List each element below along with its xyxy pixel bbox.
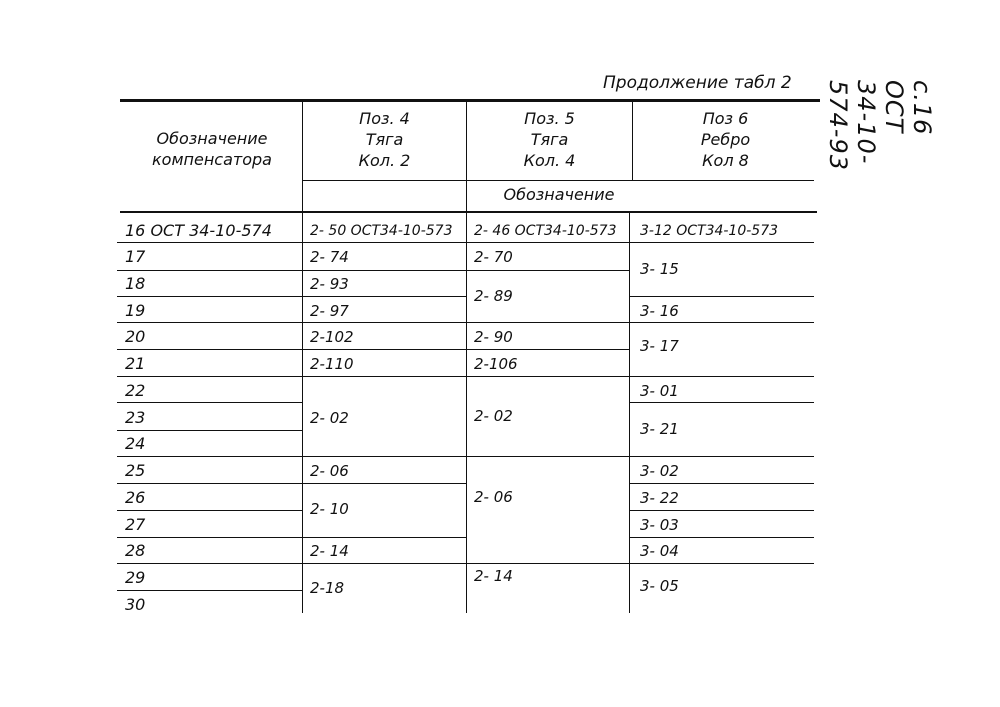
compensator-26: 26 <box>125 488 146 507</box>
pos6-value: 3- 16 <box>640 302 679 320</box>
compensator-23: 23 <box>125 408 146 427</box>
pos4-value: 2- 06 <box>310 462 349 480</box>
pos4-value: 2-18 <box>310 579 345 597</box>
header-compensator-designation: Обозначение компенсатора <box>152 129 272 169</box>
pos6-value: 3- 02 <box>640 462 679 480</box>
pos4-value: 2- 50 ОСТ34-10-573 <box>310 223 453 239</box>
pos5-value: 2- 89 <box>474 287 513 305</box>
compensator-21: 21 <box>125 354 146 373</box>
pos4-value: 2- 74 <box>310 248 349 266</box>
pos5-value: 2- 46 ОСТ34-10-573 <box>474 223 617 239</box>
compensator-17: 17 <box>125 247 146 266</box>
pos6-value: 3- 01 <box>640 382 679 400</box>
compensator-18: 18 <box>125 274 146 293</box>
header-pos4-rod: Поз. 4 Тяга Кол. 2 <box>358 109 411 170</box>
pos5-value: 2- 70 <box>474 248 513 266</box>
compensator-19: 19 <box>125 301 146 320</box>
compensator-24: 24 <box>125 434 146 453</box>
compensator-22: 22 <box>125 381 146 400</box>
pos6-value: 3- 17 <box>640 337 679 355</box>
document-code-vertical: с.16 ОСТ 34-10-574-93 <box>824 80 936 172</box>
pos4-value: 2-102 <box>310 328 354 346</box>
pos6-value: 3- 15 <box>640 260 679 278</box>
compensator-27: 27 <box>125 515 146 534</box>
pos5-value: 2-106 <box>474 355 518 373</box>
compensator-25: 25 <box>125 461 146 480</box>
pos6-value: 3- 04 <box>640 542 679 560</box>
compensator-28: 28 <box>125 541 146 560</box>
pos6-value: 3- 05 <box>640 577 679 595</box>
pos5-value: 2- 14 <box>474 567 513 585</box>
compensator-16: 16 ОСТ 34-10-574 <box>125 221 272 240</box>
pos4-value: 2-110 <box>310 355 354 373</box>
pos6-value: 3- 03 <box>640 516 679 534</box>
pos6-value: 3-12 ОСТ34-10-573 <box>640 223 779 239</box>
compensator-30: 30 <box>125 595 146 614</box>
pos5-value: 2- 02 <box>474 407 513 425</box>
pos6-value: 3- 22 <box>640 489 679 507</box>
pos4-value: 2- 14 <box>310 542 349 560</box>
compensator-20: 20 <box>125 327 146 346</box>
pos4-value: 2- 02 <box>310 409 349 427</box>
header-pos5-rod: Поз. 5 Тяга Кол. 4 <box>523 109 576 170</box>
pos4-value: 2- 10 <box>310 500 349 518</box>
pos5-value: 2- 90 <box>474 328 513 346</box>
pos4-value: 2- 97 <box>310 302 349 320</box>
pos6-value: 3- 21 <box>640 420 679 438</box>
compensator-29: 29 <box>125 568 146 587</box>
header-designation-subheader: Обозначение <box>503 185 615 204</box>
pos5-value: 2- 06 <box>474 488 513 506</box>
table-continuation-caption: Продолжение табл 2 <box>603 73 792 93</box>
pos4-value: 2- 93 <box>310 275 349 293</box>
header-pos6-rib: Поз 6 Ребро Кол 8 <box>700 109 751 170</box>
